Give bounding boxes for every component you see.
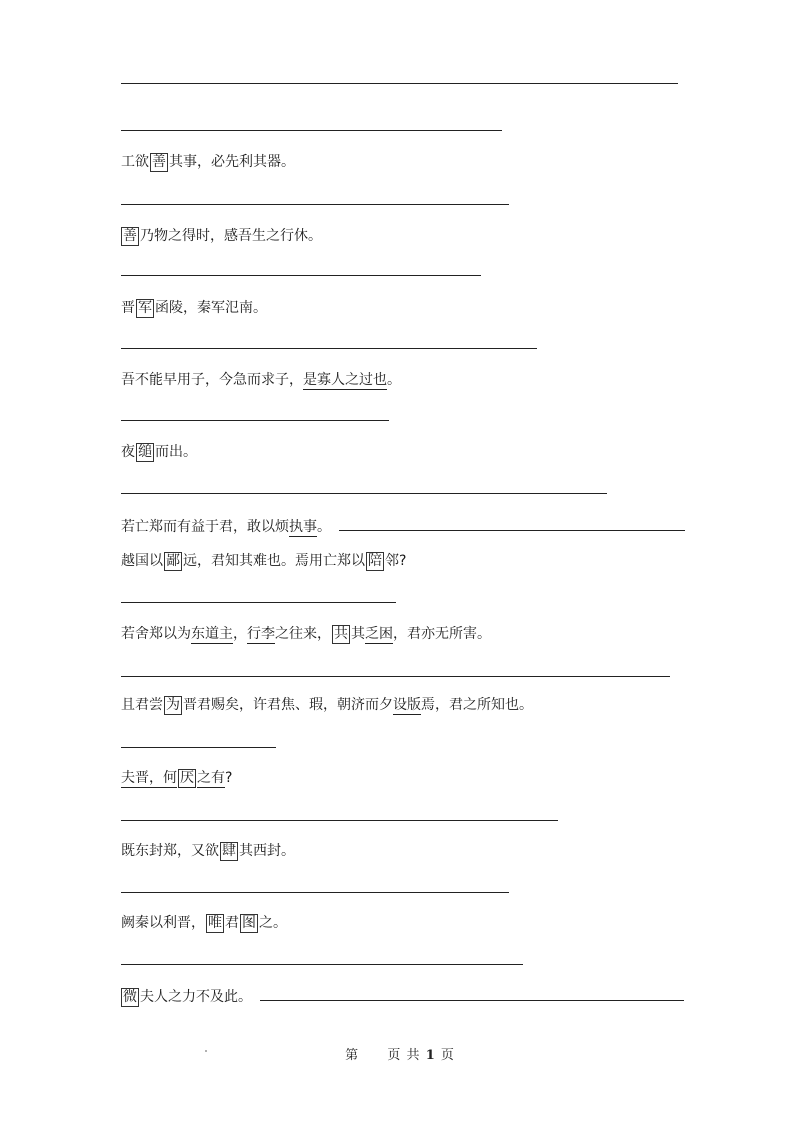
page-count: 1 — [425, 1048, 436, 1063]
underlined-phrase: 夫晋，何 — [121, 770, 177, 786]
sentence-11 — [121, 840, 295, 862]
answer-line[interactable] — [121, 602, 396, 603]
text: 吾不能早用子，今急而求子， — [121, 372, 303, 388]
boxed-word: 微 — [123, 989, 137, 1005]
underlined-phrase: 乏困 — [365, 626, 393, 642]
boxed-word: 善 — [152, 154, 166, 170]
answer-line[interactable] — [121, 204, 509, 205]
text: 阙秦以利晋， — [121, 915, 205, 931]
text: 越国以 — [121, 553, 163, 569]
text: 夫人之力不及此。 — [140, 989, 252, 1005]
sentence-3 — [121, 297, 267, 319]
boxed-word: 陪 — [368, 553, 382, 569]
footer-text: 页 共 — [387, 1048, 421, 1063]
sentence-12 — [121, 912, 287, 934]
sentence-5 — [121, 441, 197, 463]
answer-line[interactable] — [260, 985, 684, 1001]
text: 君 — [225, 915, 239, 931]
underlined-phrase: 行李 — [247, 626, 275, 642]
text: 。 — [317, 519, 331, 535]
text: 且君尝 — [121, 697, 163, 713]
text: 其 — [351, 626, 365, 642]
underlined-phrase: 执事 — [289, 519, 317, 535]
answer-line[interactable] — [121, 130, 502, 131]
answer-line[interactable] — [121, 83, 678, 84]
sentence-7 — [121, 550, 406, 572]
underlined-phrase: 之有 — [197, 770, 225, 786]
footer-text: 第 — [345, 1048, 360, 1063]
answer-line[interactable] — [121, 964, 523, 965]
boxed-word: 厌 — [180, 770, 194, 786]
sentence-2 — [121, 225, 322, 247]
boxed-word: 共 — [334, 626, 348, 642]
text: 若舍郑以为 — [121, 626, 191, 642]
answer-line[interactable] — [339, 515, 685, 531]
text: 之往来， — [275, 626, 331, 642]
sentence-4 — [121, 369, 401, 391]
sentence-10 — [121, 767, 232, 789]
boxed-word: 肆 — [222, 843, 236, 859]
text: 邻? — [385, 553, 407, 569]
text: 既东封郑，又欲 — [121, 843, 219, 859]
sentence-8 — [121, 623, 491, 645]
answer-line[interactable] — [121, 420, 389, 421]
text: 晋君赐矣，许君焦、瑕，朝济而夕 — [183, 697, 393, 713]
text: 之。 — [259, 915, 287, 931]
answer-line[interactable] — [121, 348, 537, 349]
text: 。 — [387, 372, 401, 388]
boxed-word: 唯 — [208, 915, 222, 931]
answer-line[interactable] — [121, 747, 276, 748]
sentence-6 — [121, 515, 685, 537]
underlined-phrase: 是寡人之过也 — [303, 372, 387, 388]
boxed-word: 为 — [166, 697, 180, 713]
boxed-word: 鄙 — [166, 553, 180, 569]
boxed-word: 图 — [242, 915, 256, 931]
boxed-word: 缒 — [138, 444, 152, 460]
sentence-9 — [121, 694, 533, 716]
sentence-1 — [121, 151, 295, 173]
text: 若亡郑而有益于君，敢以烦 — [121, 519, 289, 535]
answer-line[interactable] — [121, 676, 670, 677]
answer-line[interactable] — [121, 892, 509, 893]
text: 夜 — [121, 444, 135, 460]
text: ? — [225, 770, 233, 786]
text: ， — [233, 626, 247, 642]
underlined-phrase: 东道主 — [191, 626, 233, 642]
text: 函陵，秦军氾南。 — [155, 300, 267, 316]
text: 焉，君之所知也。 — [421, 697, 533, 713]
text: 乃物之得时，感吾生之行休。 — [140, 228, 322, 244]
boxed-word: 军 — [138, 300, 152, 316]
boxed-word: 善 — [123, 228, 137, 244]
text: 晋 — [121, 300, 135, 316]
footer-text: 页 — [440, 1048, 455, 1063]
text: 远，君知其难也。焉用亡郑以 — [183, 553, 365, 569]
sentence-13 — [121, 985, 684, 1007]
text: 工欲 — [121, 154, 149, 170]
answer-line[interactable] — [121, 275, 481, 276]
answer-line[interactable] — [121, 493, 607, 494]
text: ，君亦无所害。 — [393, 626, 491, 642]
text: 其事，必先利其器。 — [169, 154, 295, 170]
answer-line[interactable] — [121, 820, 558, 821]
page-footer — [0, 1044, 800, 1063]
underlined-phrase: 设版 — [393, 697, 421, 713]
text: 而出。 — [155, 444, 197, 460]
text: 其西封。 — [239, 843, 295, 859]
